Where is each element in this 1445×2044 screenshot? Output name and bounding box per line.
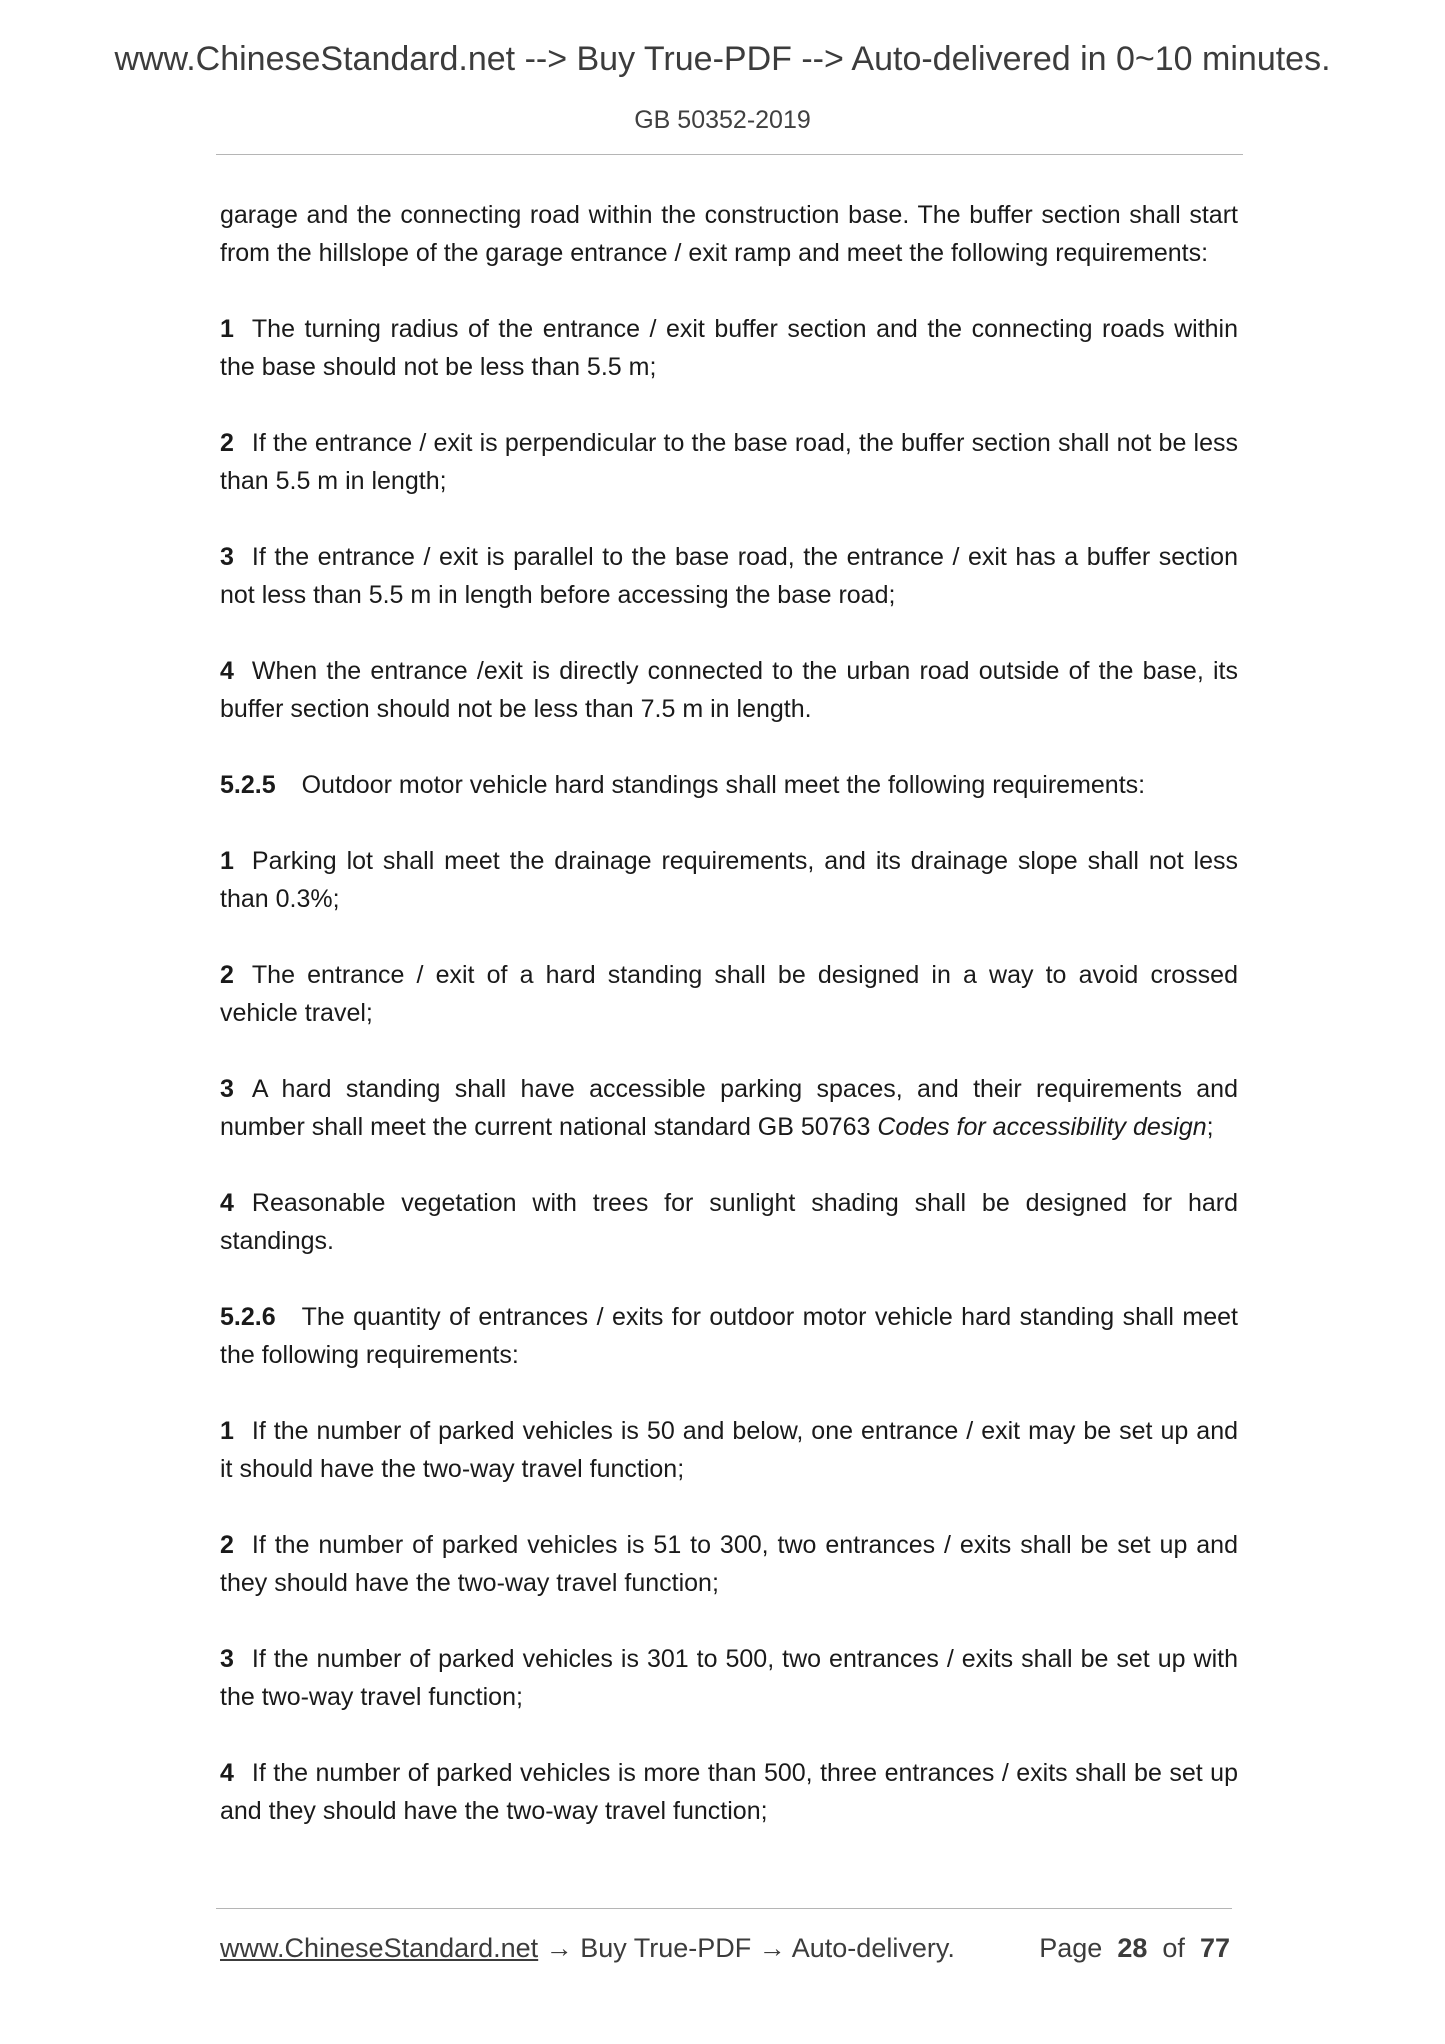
clause-text: The quantity of entrances / exits for outdoor motor vehicle hard standing shall meet the following requirements: [220, 1303, 1238, 1369]
arrow-right-icon: → [751, 1933, 792, 1963]
clause-5-2-6 [220, 1298, 1238, 1374]
item-number: 4 [220, 1759, 234, 1787]
item-number: 4 [220, 657, 234, 685]
item-text: A hard standing shall have accessible parking spaces, and their requirements and number shall meet the current national standard GB 50763 [220, 1075, 1238, 1141]
item-text: Parking lot shall meet the drainage requirements, and its drainage slope shall not less than 0.3%; [220, 847, 1238, 913]
delivery-text: Auto-delivery. [791, 1933, 955, 1963]
item-number: 1 [220, 315, 234, 343]
list-item [220, 1526, 1238, 1602]
item-number: 2 [220, 1531, 234, 1559]
list-item [220, 652, 1238, 728]
current-page: 28 [1117, 1933, 1148, 1963]
clause-5-2-5 [220, 766, 1238, 804]
list-item [220, 1412, 1238, 1488]
list-item [220, 956, 1238, 1032]
header-divider [216, 154, 1243, 155]
footer-promo [220, 1930, 955, 1966]
item-text: If the number of parked vehicles is 51 to 300, two entrances / exits shall be set up and they should have the two-way travel function; [220, 1531, 1238, 1597]
intro-paragraph: garage and the connecting road within the construction base. The buffer section shall start from the hillslope of the garage entrance / exit ramp and meet the following requirements: [220, 201, 1238, 267]
list-item [220, 1754, 1238, 1830]
clause-text: Outdoor motor vehicle hard standings shall meet the following requirements: [301, 771, 1146, 799]
list-item [220, 1184, 1238, 1260]
clause-number: 5.2.6 [220, 1303, 276, 1331]
item-number: 3 [220, 1645, 234, 1673]
page-label: Page [1039, 1933, 1103, 1963]
document-body [220, 196, 1238, 1868]
item-number: 2 [220, 961, 234, 989]
footer-divider [216, 1908, 1232, 1909]
of-label: of [1162, 1933, 1185, 1963]
arrow-right-icon: → [538, 1933, 581, 1963]
standard-title: Codes for accessibility design [877, 1113, 1207, 1141]
item-text: If the number of parked vehicles is 50 and below, one entrance / exit may be set up and it should have the two-way travel function; [220, 1417, 1238, 1483]
item-text-end: ; [1206, 1113, 1214, 1141]
item-number: 1 [220, 847, 234, 875]
item-text: If the number of parked vehicles is more than 500, three entrances / exits shall be set up and they should have the two-way travel function; [220, 1759, 1238, 1825]
page-indicator [1039, 1930, 1230, 1966]
clause-number: 5.2.5 [220, 771, 276, 799]
document-code: GB 50352-2019 [634, 106, 811, 134]
item-text: If the number of parked vehicles is 301 to 500, two entrances / exits shall be set up with the two-way travel function; [220, 1645, 1238, 1711]
item-number: 3 [220, 1075, 234, 1103]
site-banner: www.ChineseStandard.net --> Buy True-PDF --> Auto-delivered in 0~10 minutes. [114, 40, 1331, 78]
item-number: 1 [220, 1417, 234, 1445]
total-pages: 77 [1199, 1933, 1230, 1963]
site-link[interactable]: www.ChineseStandard.net [220, 1933, 539, 1963]
item-number: 4 [220, 1189, 234, 1217]
item-text: Reasonable vegetation with trees for sunlight shading shall be designed for hard standings. [220, 1189, 1238, 1255]
list-item [220, 538, 1238, 614]
list-item [220, 842, 1238, 918]
item-number: 2 [220, 429, 234, 457]
item-text: If the entrance / exit is perpendicular to the base road, the buffer section shall not be less than 5.5 m in length; [220, 429, 1238, 495]
item-text: If the entrance / exit is parallel to the base road, the entrance / exit has a buffer section not less than 5.5 m in length before accessing the base road; [220, 543, 1238, 609]
list-item [220, 310, 1238, 386]
item-number: 3 [220, 543, 234, 571]
list-item [220, 1070, 1238, 1146]
item-text: When the entrance /exit is directly connected to the urban road outside of the base, its buffer section should not be less than 7.5 m in length. [220, 657, 1238, 723]
list-item [220, 1640, 1238, 1716]
item-text: The turning radius of the entrance / exit buffer section and the connecting roads within the base should not be less than 5.5 m; [220, 315, 1238, 381]
list-item [220, 424, 1238, 500]
item-text: The entrance / exit of a hard standing shall be designed in a way to avoid crossed vehicle travel; [220, 961, 1238, 1027]
buy-text: Buy True-PDF [580, 1933, 752, 1963]
